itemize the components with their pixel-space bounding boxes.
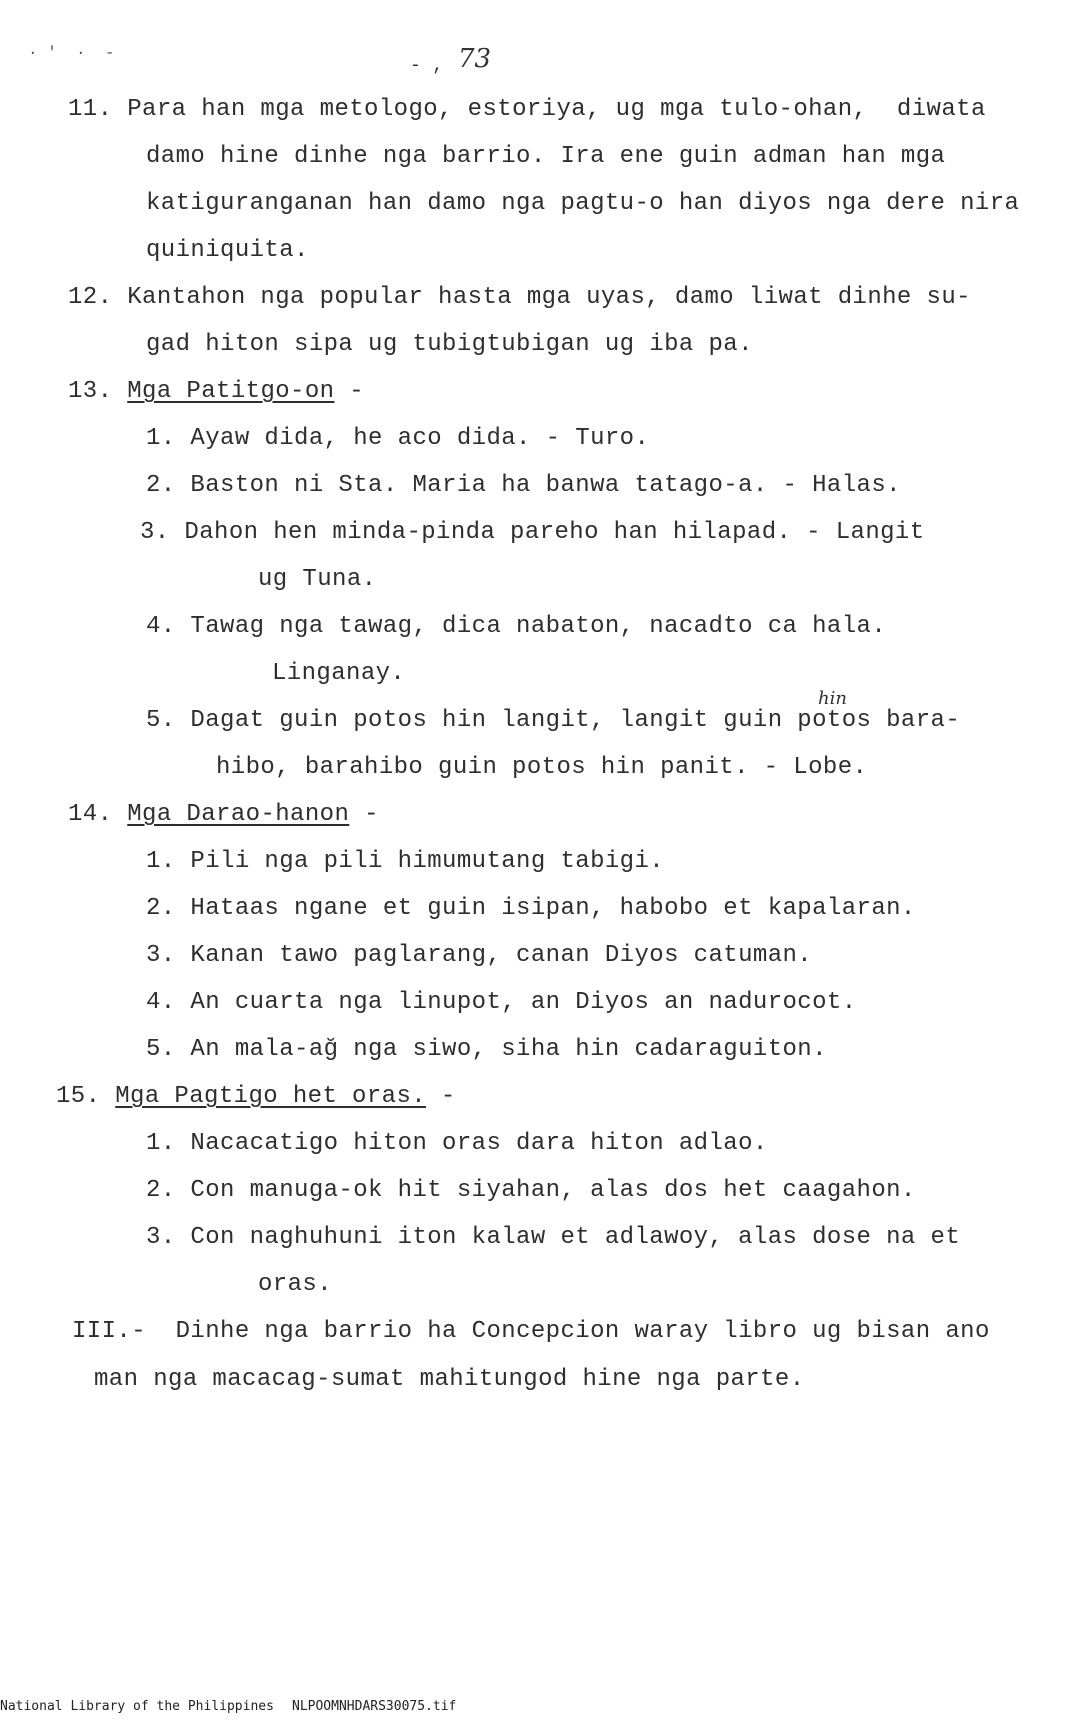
proverb-3: 3. Kanan tawo paglarang, canan Diyos catuman.: [146, 942, 813, 969]
item-11-line-3: katiguranganan han damo nga pagtu-o han diyos nga dere nira: [146, 190, 1020, 217]
item-14-title: Mga Darao-hanon: [127, 801, 350, 828]
item-11-line-2: damo hine dinhe nga barrio. Ira ene guin adman han mga: [146, 143, 946, 170]
time-sign-2: 2. Con manuga-ok hit siyahan, alas dos het caagahon.: [146, 1177, 916, 1204]
footer-library: National Library of the Philippines: [0, 1699, 274, 1714]
item-13-title: Mga Patitgo-on: [127, 378, 335, 405]
proverb-5: 5. An mala-ağ nga siwo, siha hin cadaraguiton.: [146, 1036, 827, 1063]
riddle-4-line-2: Linganay.: [272, 660, 406, 687]
proverb-1: 1. Pili nga pili himumutang tabigi.: [146, 848, 665, 875]
time-sign-3-line-2: oras.: [258, 1271, 333, 1298]
page-number-dash: - ,: [410, 56, 444, 76]
item-13-heading: [68, 378, 364, 406]
item-11-line-4: quiniquita.: [146, 237, 309, 264]
item-13-number: 13.: [68, 378, 128, 405]
item-15-heading: [56, 1083, 456, 1111]
riddle-5-handwritten-insert: hin: [818, 688, 847, 709]
riddle-2: 2. Baston ni Sta. Maria ha banwa tatago-a. - Halas.: [146, 472, 901, 499]
riddle-5-line-1: 5. Dagat guin potos hin langit, langit guin potos barа-: [146, 707, 961, 734]
item-15-title: Mga Pagtigo het oras.: [115, 1083, 427, 1110]
item-14-number: 14.: [68, 801, 128, 828]
time-sign-1: 1. Nacacatigo hiton oras dara hiton adlao.: [146, 1130, 768, 1157]
item-14-heading: [68, 801, 379, 829]
proverb-4: 4. An cuarta nga linupot, an Diyos an nadurocot.: [146, 989, 857, 1016]
item-12-line-1: 12. Kantahon nga popular hasta mga uyas, damo liwat dinhe su-: [68, 284, 971, 311]
item-14-dash: -: [349, 801, 379, 828]
item-15-dash: -: [426, 1083, 456, 1110]
time-sign-3-line-1: 3. Con naghuhuni iton kalaw et adlawoy, alas dose na et: [146, 1224, 961, 1251]
riddle-1: 1. Ayaw dida, he aco dida. - Turo.: [146, 425, 650, 452]
riddle-3-line-1: 3. Dahon hen minda-pinda pareho han hilapad. - Langit: [140, 519, 925, 546]
item-11-line-1: 11. Para han mga metologo, estoriya, ug mga tulo-ohan, diwata: [68, 96, 986, 123]
page-number: 73: [458, 44, 492, 74]
item-13-dash: -: [334, 378, 365, 405]
section-iii-line-2: man nga macacag-sumat mahitungod hine nga parte.: [94, 1366, 805, 1393]
riddle-4-line-1: 4. Tawag nga tawag, dica nabaton, nacadto ca hala.: [146, 613, 887, 640]
scan-marks: · ' · -: [28, 44, 115, 62]
section-iii-line-1: III.- Dinhe nga barrio ha Concepcion waray libro ug bisan ano: [72, 1318, 990, 1345]
footer-filename: NLPOOMNHDARS30075.tif: [292, 1699, 457, 1714]
item-15-number: 15.: [56, 1083, 116, 1110]
item-12-line-2: gad hiton sipa ug tubigtubigan ug iba pa.: [146, 331, 753, 358]
riddle-5-line-2: hibo, barahibo guin potos hin panit. - Lobe.: [216, 754, 868, 781]
proverb-2: 2. Hataas ngane et guin isipan, habobo et kapalaran.: [146, 895, 916, 922]
riddle-3-line-2: ug Tuna.: [258, 566, 377, 593]
